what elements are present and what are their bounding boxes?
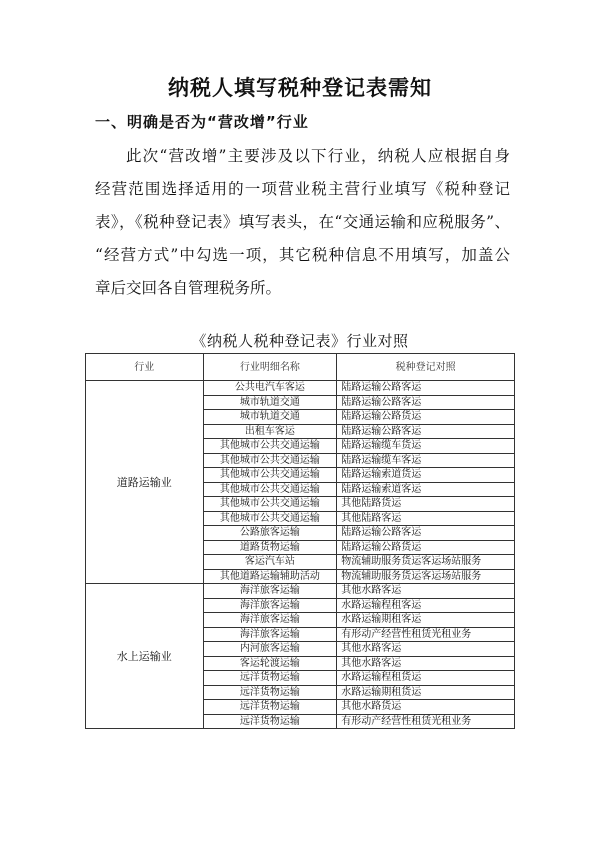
- detail-name-cell: 其他城市公共交通运输: [203, 439, 337, 454]
- detail-name-cell: 城市轨道交通: [203, 410, 337, 425]
- detail-name-cell: 道路货物运输: [203, 540, 337, 555]
- paragraph-line: 表》，《税种登记表》填写表头，在“交通运输和应税服务”、: [95, 213, 510, 231]
- table-row: [86, 381, 515, 396]
- tax-registration-cell: 物流辅助服务货运客运场站服务: [337, 555, 515, 570]
- industry-cell: 道路运输业: [86, 381, 204, 584]
- tax-registration-cell: 其他陆路货运: [337, 497, 515, 512]
- detail-name-cell: 海洋旅客运输: [203, 598, 337, 613]
- detail-name-cell: 客运轮渡运输: [203, 656, 337, 671]
- table-header-row: [86, 354, 515, 381]
- header-tax-registration: 税种登记对照: [337, 354, 515, 381]
- detail-name-cell: 远洋货物运输: [203, 700, 337, 715]
- detail-name-cell: 海洋旅客运输: [203, 613, 337, 628]
- header-detail-name: 行业明细名称: [203, 354, 337, 381]
- industry-mapping-table: [85, 353, 515, 729]
- tax-registration-cell: 有形动产经营性租赁光租业务: [337, 714, 515, 729]
- table-caption: 《纳税人税种登记表》行业对照: [191, 332, 409, 350]
- tax-registration-cell: 陆路运输公路货运: [337, 410, 515, 425]
- tax-registration-cell: 水路运输程租客运: [337, 598, 515, 613]
- tax-registration-cell: 其他水路客运: [337, 642, 515, 657]
- tax-registration-cell: 陆路运输索道货运: [337, 468, 515, 483]
- detail-name-cell: 内河旅客运输: [203, 642, 337, 657]
- tax-registration-cell: 陆路运输公路客运: [337, 395, 515, 410]
- tax-registration-cell: 陆路运输公路货运: [337, 540, 515, 555]
- detail-name-cell: 公共电汽车客运: [203, 381, 337, 396]
- tax-registration-cell: 其他陆路客运: [337, 511, 515, 526]
- detail-name-cell: 城市轨道交通: [203, 395, 337, 410]
- industry-cell: 水上运输业: [86, 584, 204, 729]
- detail-name-cell: 其他道路运输辅助活动: [203, 569, 337, 584]
- detail-name-cell: 其他城市公共交通运输: [203, 453, 337, 468]
- tax-registration-cell: 陆路运输缆车客运: [337, 453, 515, 468]
- tax-registration-cell: 其他水路货运: [337, 700, 515, 715]
- detail-name-cell: 远洋货物运输: [203, 714, 337, 729]
- tax-registration-cell: 陆路运输公路客运: [337, 381, 515, 396]
- detail-name-cell: 公路旅客运输: [203, 526, 337, 541]
- detail-name-cell: 客运汽车站: [203, 555, 337, 570]
- paragraph-line: “经营方式”中勾选一项，其它税种信息不用填写，加盖公: [95, 246, 510, 264]
- detail-name-cell: 海洋旅客运输: [203, 627, 337, 642]
- header-industry: 行业: [86, 354, 204, 381]
- paragraph-line: 章后交回各自管理税务所。: [95, 279, 282, 297]
- tax-registration-cell: 陆路运输公路客运: [337, 526, 515, 541]
- detail-name-cell: 远洋货物运输: [203, 671, 337, 686]
- detail-name-cell: 其他城市公共交通运输: [203, 482, 337, 497]
- tax-registration-cell: 陆路运输公路客运: [337, 424, 515, 439]
- table-body: [86, 381, 515, 729]
- paragraph-line: 经营范围选择适用的一项营业税主营行业填写《税种登记: [95, 180, 510, 198]
- table-row: [86, 584, 515, 599]
- tax-registration-cell: 水路运输期租客运: [337, 613, 515, 628]
- tax-registration-cell: 其他水路客运: [337, 656, 515, 671]
- intro-paragraph: [95, 140, 510, 305]
- detail-name-cell: 其他城市公共交通运输: [203, 511, 337, 526]
- tax-registration-cell: 陆路运输缆车货运: [337, 439, 515, 454]
- tax-registration-cell: 水路运输期租货运: [337, 685, 515, 700]
- document-title: 纳税人填写税种登记表需知: [168, 76, 432, 100]
- tax-registration-cell: 陆路运输索道客运: [337, 482, 515, 497]
- tax-registration-cell: 其他水路客运: [337, 584, 515, 599]
- detail-name-cell: 远洋货物运输: [203, 685, 337, 700]
- section-heading: 一、明确是否为“营改增”行业: [95, 113, 309, 131]
- detail-name-cell: 其他城市公共交通运输: [203, 497, 337, 512]
- paragraph-line: 此次“营改增”主要涉及以下行业，纳税人应根据自身: [126, 147, 510, 165]
- detail-name-cell: 海洋旅客运输: [203, 584, 337, 599]
- tax-registration-cell: 有形动产经营性租赁光租业务: [337, 627, 515, 642]
- detail-name-cell: 出租车客运: [203, 424, 337, 439]
- detail-name-cell: 其他城市公共交通运输: [203, 468, 337, 483]
- tax-registration-cell: 水路运输程租货运: [337, 671, 515, 686]
- tax-registration-cell: 物流辅助服务货运客运场站服务: [337, 569, 515, 584]
